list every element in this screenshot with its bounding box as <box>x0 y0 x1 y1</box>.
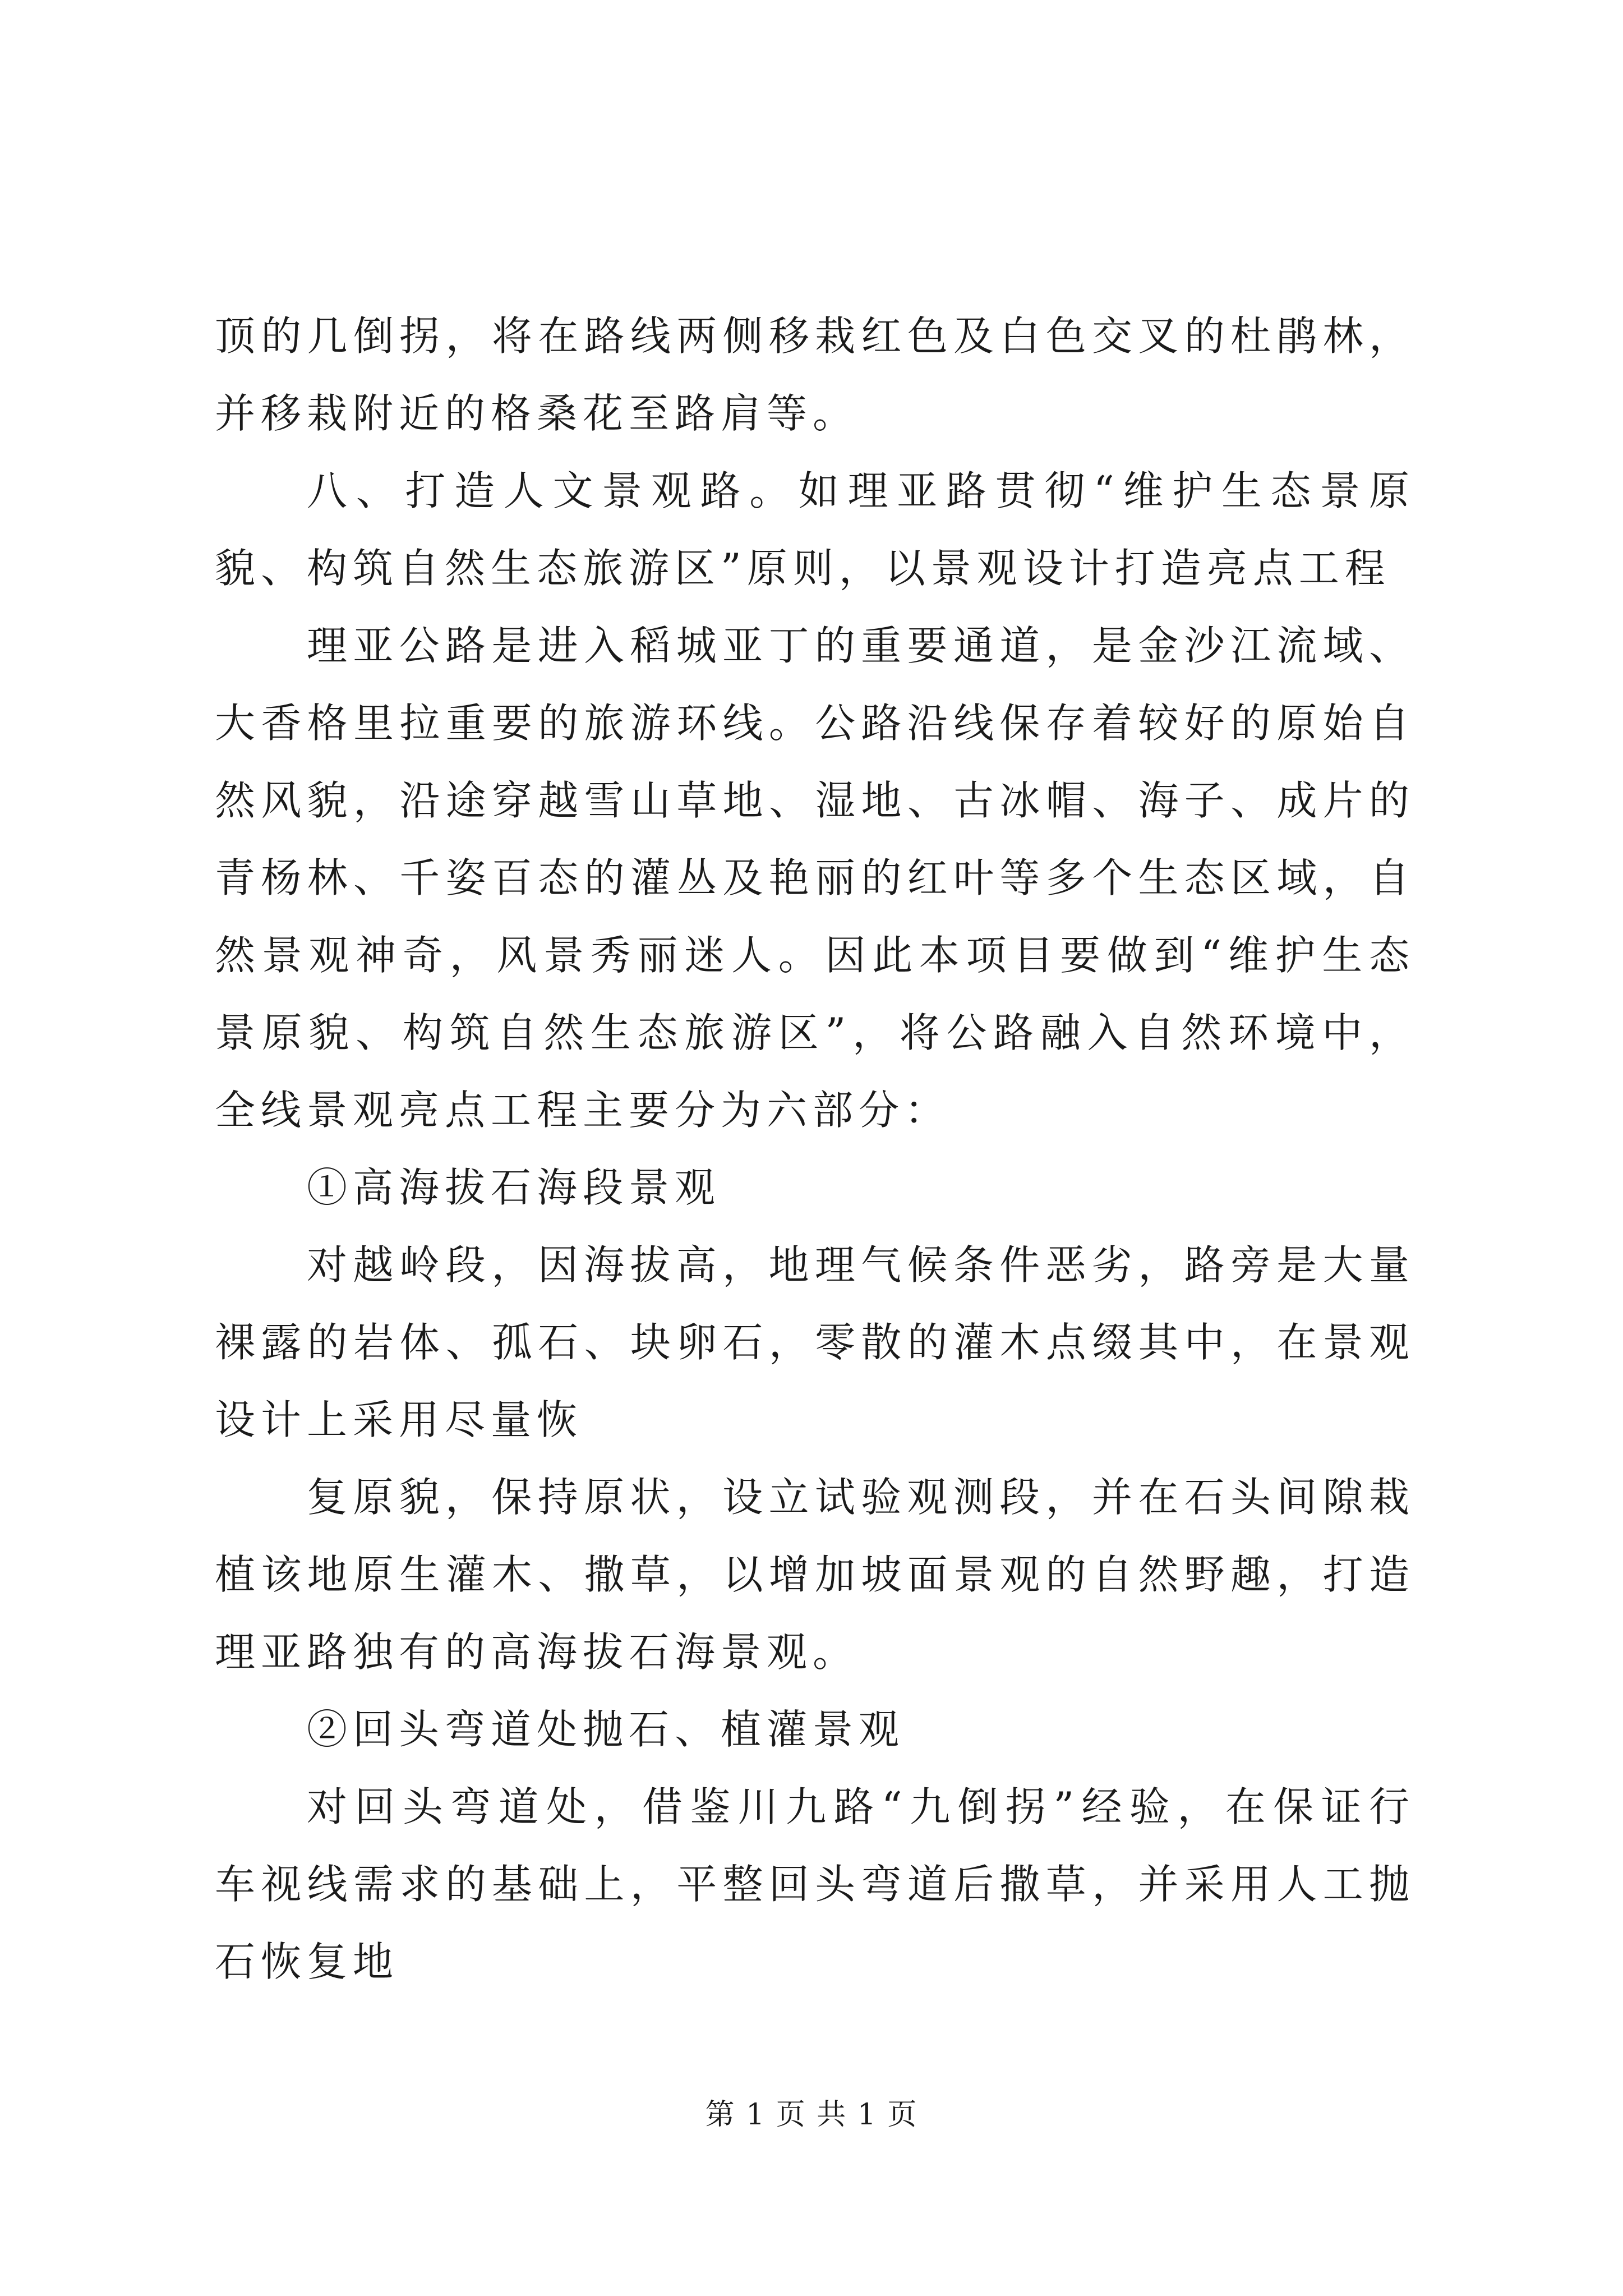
paragraph-6: 复原貌，保持原状，设立试验观测段，并在石头间隙栽植该地原生灌木、撒草，以增加坡面景观的自然野趣，打造理亚路独有的高海拔石海景观。 <box>215 1474 1415 1676</box>
paragraph-1: 顶的几倒拐，将在路线两侧移栽红色及白色交叉的杜鹃林，并移栽附近的格桑花至路肩等。 <box>215 312 1415 437</box>
paragraph-3: 理亚公路是进入稻城亚丁的重要通道，是金沙江流域、大香格里拉重要的旅游环线。公路沿线保存着较好的原始自然风貌，沿途穿越雪山草地、湿地、古冰帽、海子、成片的青杨林、千姿百态的灌丛及艳丽的红叶等多个生态区域，自然景观神奇，风景秀丽迷人。因此本项目要做到“维护生态景原貌、构筑自然生态旅游区”，将公路融入自然环境中，全线景观亮点工程主要分为六部分： <box>215 622 1415 1134</box>
paragraph-5: 对越岭段，因海拔高，地理气候条件恶劣，路旁是大量裸露的岩体、孤石、块卵石，零散的灌木点缀其中，在景观设计上采用尽量恢 <box>215 1241 1415 1443</box>
document-body <box>215 297 1415 2000</box>
paragraph-7-heading: ②回头弯道处抛石、植灌景观 <box>307 1706 905 1753</box>
paragraph-4-heading: ①高海拔石海段景观 <box>307 1164 721 1211</box>
paragraph-2: 八、打造人文景观路。如理亚路贯彻“维护生态景原貌、构筑自然生态旅游区”原则，以景观设计打造亮点工程 <box>215 467 1415 592</box>
paragraph-8: 对回头弯道处，借鉴川九路“九倒拐”经验，在保证行车视线需求的基础上，平整回头弯道后撒草，并采用人工抛石恢复地 <box>215 1783 1415 1985</box>
page-footer: 第 1 页 共 1 页 <box>705 2098 918 2132</box>
